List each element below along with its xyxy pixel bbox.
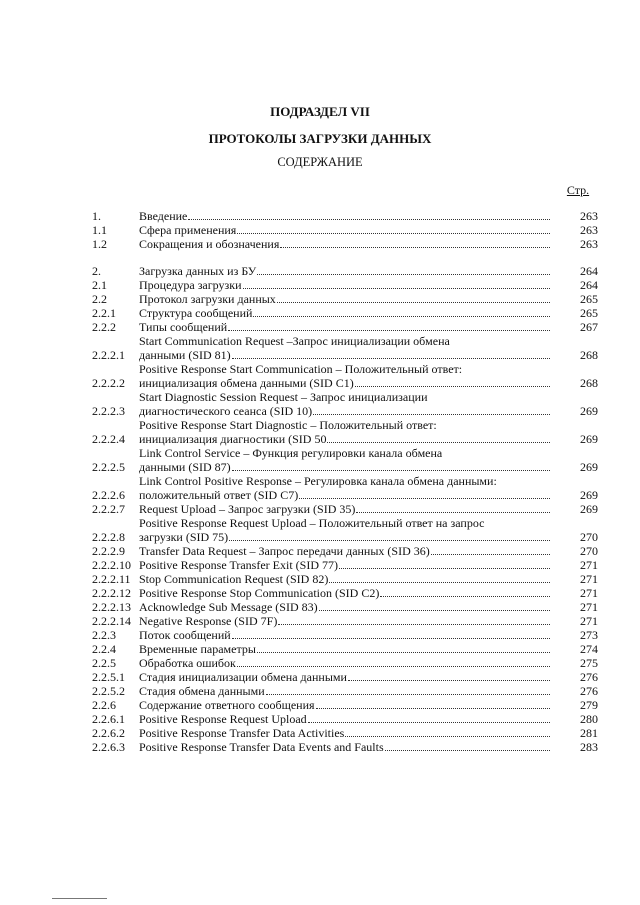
- toc-entry-page: 265: [580, 306, 598, 320]
- toc-entry-number: 2.2.2.14: [92, 614, 131, 628]
- toc-entry-title-line: [139, 390, 554, 404]
- toc-entry-title-line: [139, 628, 554, 642]
- dot-leader: [385, 750, 550, 751]
- toc-entry-title: [139, 292, 554, 306]
- toc-entry-title-line: [139, 712, 554, 726]
- toc-entry-title-text: Positive Response Transfer Data Activities: [139, 726, 345, 740]
- subsection-heading: ПОДРАЗДЕЛ VII: [270, 104, 370, 119]
- toc-entry-page: 271: [580, 614, 598, 628]
- toc-entry-title-line: [139, 278, 554, 292]
- toc-entry[interactable]: [92, 264, 598, 278]
- contents-heading: СОДЕРЖАНИЕ: [277, 155, 363, 169]
- toc-entry-page: 274: [580, 642, 598, 656]
- toc-entry-title-line: [139, 740, 554, 754]
- toc-entry-number: 2.2.2.10: [92, 558, 131, 572]
- toc-entry[interactable]: [92, 712, 598, 726]
- toc-entry-title-line: [139, 306, 554, 320]
- toc-entry[interactable]: [92, 614, 598, 628]
- toc-entry-page: 279: [580, 698, 598, 712]
- toc-entry-number: 2.2.5: [92, 656, 116, 670]
- toc-entry-title-line: [139, 223, 554, 237]
- toc-entry-number: 2.2.2.2: [92, 376, 125, 390]
- toc-entry[interactable]: [92, 642, 598, 656]
- toc-entry-title: [139, 306, 554, 320]
- toc-entry[interactable]: [92, 656, 598, 670]
- dot-leader: [229, 540, 550, 541]
- toc-entry-title: [139, 572, 554, 586]
- toc-entry-title-line: [139, 460, 554, 474]
- toc-entry-number: 2.1: [92, 278, 107, 292]
- toc-entry-title-line: [139, 334, 554, 348]
- toc-entry-title-text: Start Diagnostic Session Request – Запрос инициализации: [139, 390, 428, 404]
- toc-entry-title-text: Acknowledge Sub Message (SID 83): [139, 600, 318, 614]
- dot-leader: [243, 288, 550, 289]
- page-title: ПРОТОКОЛЫ ЗАГРУЗКИ ДАННЫХ: [208, 131, 432, 146]
- toc-entry[interactable]: [92, 446, 598, 474]
- toc-entry-page: 267: [580, 320, 598, 334]
- toc-entry-title-text: Протокол загрузки данных: [139, 292, 276, 306]
- toc-entry-title: [139, 223, 554, 237]
- toc-entry-page: 270: [580, 544, 598, 558]
- toc-entry[interactable]: [92, 502, 598, 516]
- toc-entry-title-text: Структура сообщений: [139, 306, 253, 320]
- toc-entry[interactable]: [92, 334, 598, 362]
- toc-entry-title-text: Start Communication Request –Запрос инициализации обмена: [139, 334, 450, 348]
- toc-entry[interactable]: [92, 586, 598, 600]
- toc-entry-title-text: Link Control Service – Функция регулировки канала обмена: [139, 446, 443, 460]
- toc-entry[interactable]: [92, 474, 598, 502]
- toc-entry-number: 2.: [92, 264, 101, 278]
- toc-entry-title-line: [139, 418, 554, 432]
- toc-entry-title-line: [139, 642, 554, 656]
- toc-entry-number: 2.2.2.13: [92, 600, 131, 614]
- toc-entry-title-text: Загрузка данных из БУ: [139, 264, 257, 278]
- toc-entry-title-line: [139, 586, 554, 600]
- toc-entry[interactable]: [92, 572, 598, 586]
- toc-entry[interactable]: [92, 726, 598, 740]
- toc-entry-page: 275: [580, 656, 598, 670]
- dot-leader: [237, 233, 550, 234]
- dot-leader: [188, 219, 550, 220]
- toc-entry-number: 1.2: [92, 237, 107, 251]
- dot-leader: [327, 442, 550, 443]
- toc-entry-number: 2.2.2.5: [92, 460, 125, 474]
- toc-entry-number: 2.2.6.3: [92, 740, 125, 754]
- toc-entry[interactable]: [92, 362, 598, 390]
- dot-leader: [232, 470, 550, 471]
- toc-entry-title: [139, 740, 554, 754]
- page-column-header: Стр.: [566, 183, 590, 197]
- toc-entry-page: 269: [580, 432, 598, 446]
- toc-entry[interactable]: [92, 684, 598, 698]
- toc-entry[interactable]: [92, 390, 598, 418]
- toc-entry[interactable]: [92, 544, 598, 558]
- toc-entry[interactable]: [92, 209, 598, 223]
- toc-entry-title-text: Request Upload – Запрос загрузки (SID 35): [139, 502, 356, 516]
- toc-entry-title-text: Временные параметры: [139, 642, 256, 656]
- toc-entry-title-text: инициализация обмена данными (SID C1): [139, 376, 354, 390]
- toc-entry-title: [139, 278, 554, 292]
- toc-entry-page: 270: [580, 530, 598, 544]
- toc-entry-title: [139, 586, 554, 600]
- toc-entry-title: [139, 614, 554, 628]
- toc-entry-page: 263: [580, 237, 598, 251]
- table-of-contents: [92, 209, 598, 754]
- toc-entry-title: [139, 656, 554, 670]
- dot-leader: [319, 610, 550, 611]
- toc-entry-title-line: [139, 670, 554, 684]
- dot-leader: [253, 316, 550, 317]
- toc-entry-title-text: Сокращения и обозначения: [139, 237, 280, 251]
- toc-entry-title-text: Positive Response Transfer Exit (SID 77): [139, 558, 338, 572]
- dot-leader: [355, 386, 550, 387]
- toc-entry-page: 269: [580, 488, 598, 502]
- toc-entry-page: 271: [580, 572, 598, 586]
- toc-entry-title-text: Positive Response Start Diagnostic – Положительный ответ:: [139, 418, 437, 432]
- toc-entry[interactable]: [92, 670, 598, 684]
- toc-entry-title: [139, 642, 554, 656]
- toc-entry-title-line: [139, 572, 554, 586]
- toc-entry[interactable]: [92, 558, 598, 572]
- toc-entry-title: [139, 502, 554, 516]
- toc-entry[interactable]: [92, 516, 598, 544]
- toc-entry[interactable]: [92, 628, 598, 642]
- toc-entry-page: 281: [580, 726, 598, 740]
- toc-entry[interactable]: [92, 278, 598, 292]
- toc-entry-title-text: Positive Response Request Upload – Положительный ответ на запрос: [139, 516, 485, 530]
- toc-entry-number: 1.: [92, 209, 101, 223]
- dot-leader: [431, 554, 550, 555]
- toc-entry-page: 264: [580, 264, 598, 278]
- dot-leader: [329, 582, 550, 583]
- toc-entry-title: [139, 558, 554, 572]
- toc-entry-title: [139, 362, 554, 390]
- toc-entry-page: 264: [580, 278, 598, 292]
- toc-entry-title-text: Link Control Positive Response – Регулировка канала обмена данными:: [139, 474, 497, 488]
- dot-leader: [313, 414, 550, 415]
- toc-entry-title-line: [139, 516, 554, 530]
- toc-entry-number: 2.2.2.4: [92, 432, 125, 446]
- toc-entry-title-line: [139, 600, 554, 614]
- toc-entry-title: [139, 544, 554, 558]
- toc-entry-title-text: Поток сообщений: [139, 628, 231, 642]
- toc-entry-title-text: Stop Communication Request (SID 82): [139, 572, 329, 586]
- toc-entry-number: 2.2.2.1: [92, 348, 125, 362]
- dot-leader: [232, 638, 550, 639]
- toc-entry-title: [139, 474, 554, 502]
- toc-entry-number: 2.2.2.7: [92, 502, 125, 516]
- toc-entry-title-line: [139, 320, 554, 334]
- toc-entry[interactable]: [92, 418, 598, 446]
- toc-entry-title-line: [139, 348, 554, 362]
- toc-entry-title-line: [139, 530, 554, 544]
- toc-entry-number: 2.2.2: [92, 320, 116, 334]
- toc-entry[interactable]: [92, 306, 598, 320]
- toc-entry[interactable]: [92, 320, 598, 334]
- toc-entry-title-line: [139, 558, 554, 572]
- toc-entry-page: 273: [580, 628, 598, 642]
- toc-entry-page: 269: [580, 502, 598, 516]
- toc-entry-page: 276: [580, 684, 598, 698]
- toc-entry[interactable]: [92, 223, 598, 237]
- dot-leader: [277, 302, 550, 303]
- toc-entry-title-line: [139, 502, 554, 516]
- toc-entry-title-line: [139, 237, 554, 251]
- toc-entry-title-text: положительный ответ (SID C7): [139, 488, 299, 502]
- toc-entry-title: [139, 726, 554, 740]
- toc-entry-title-line: [139, 264, 554, 278]
- toc-entry[interactable]: [92, 292, 598, 306]
- toc-entry-page: 271: [580, 600, 598, 614]
- toc-entry-number: 2.2.6.2: [92, 726, 125, 740]
- toc-entry-title: [139, 712, 554, 726]
- toc-entry-number: 2.2.2.3: [92, 404, 125, 418]
- toc-entry-title: [139, 600, 554, 614]
- toc-entry-title-line: [139, 446, 554, 460]
- toc-entry-title-line: [139, 614, 554, 628]
- toc-entry[interactable]: [92, 740, 598, 754]
- toc-entry-title-line: [139, 698, 554, 712]
- toc-entry-number: 2.2.3: [92, 628, 116, 642]
- toc-entry[interactable]: [92, 698, 598, 712]
- toc-entry-title-line: [139, 292, 554, 306]
- toc-entry[interactable]: [92, 237, 598, 251]
- toc-entry-title: [139, 237, 554, 251]
- toc-entry-title-line: [139, 209, 554, 223]
- dot-leader: [266, 694, 550, 695]
- toc-entry-title: [139, 628, 554, 642]
- toc-entry-title-line: [139, 376, 554, 390]
- toc-entry-title-text: Transfer Data Request – Запрос передачи данных (SID 36): [139, 544, 430, 558]
- toc-entry-page: 269: [580, 404, 598, 418]
- dot-leader: [280, 247, 550, 248]
- dot-leader: [299, 498, 550, 499]
- toc-entry-page: 263: [580, 209, 598, 223]
- toc-entry-title: [139, 684, 554, 698]
- toc-entry-title-line: [139, 404, 554, 418]
- toc-entry-title-text: Positive Response Transfer Data Events and Faults: [139, 740, 384, 754]
- toc-entry-title: [139, 264, 554, 278]
- toc-entry-title-line: [139, 488, 554, 502]
- toc-entry-number: 2.2.2.6: [92, 488, 125, 502]
- dot-leader: [339, 568, 550, 569]
- toc-entry-title-line: [139, 684, 554, 698]
- toc-entry-title-text: Positive Response Stop Communication (SID C2): [139, 586, 380, 600]
- toc-entry-title-text: Сфера применения: [139, 223, 237, 237]
- toc-entry-number: 2.2.2.9: [92, 544, 125, 558]
- toc-entry-number: 1.1: [92, 223, 107, 237]
- toc-entry-number: 2.2.5.2: [92, 684, 125, 698]
- dot-leader: [257, 274, 550, 275]
- toc-entry-title: [139, 516, 554, 544]
- toc-entry-title-line: [139, 656, 554, 670]
- toc-entry-number: 2.2.2.11: [92, 572, 131, 586]
- toc-entry-page: 268: [580, 376, 598, 390]
- dot-leader: [380, 596, 550, 597]
- dot-leader: [278, 624, 550, 625]
- toc-entry-title-text: данными (SID 81): [139, 348, 231, 362]
- dot-leader: [232, 358, 550, 359]
- dot-leader: [257, 652, 550, 653]
- toc-entry-title-text: Negative Response (SID 7F): [139, 614, 278, 628]
- toc-entry-title-text: Positive Response Start Communication – Положительный ответ:: [139, 362, 463, 376]
- toc-entry-title-text: Positive Response Request Upload: [139, 712, 307, 726]
- toc-entry-number: 2.2.6.1: [92, 712, 125, 726]
- toc-entry-number: 2.2.1: [92, 306, 116, 320]
- toc-entry-title-line: [139, 362, 554, 376]
- toc-entry-title-text: Процедура загрузки: [139, 278, 242, 292]
- toc-entry-page: 271: [580, 558, 598, 572]
- toc-entry-number: 2.2.5.1: [92, 670, 125, 684]
- toc-entry-title-line: [139, 432, 554, 446]
- toc-entry-page: 283: [580, 740, 598, 754]
- toc-entry-title: [139, 670, 554, 684]
- toc-entry-title: [139, 418, 554, 446]
- toc-entry-title: [139, 698, 554, 712]
- toc-entry-title-text: диагностического сеанса (SID 10): [139, 404, 313, 418]
- toc-entry-title-text: данными (SID 87): [139, 460, 231, 474]
- toc-entry-title-line: [139, 544, 554, 558]
- toc-entry-page: 276: [580, 670, 598, 684]
- toc-entry-page: 268: [580, 348, 598, 362]
- toc-entry-title: [139, 209, 554, 223]
- toc-entry-page: 265: [580, 292, 598, 306]
- toc-entry-number: 2.2.4: [92, 642, 116, 656]
- toc-entry[interactable]: [92, 600, 598, 614]
- toc-entry-title-line: [139, 474, 554, 488]
- toc-entry-number: 2.2.2.8: [92, 530, 125, 544]
- toc-entry-page: 280: [580, 712, 598, 726]
- toc-entry-title-text: Введение: [139, 209, 188, 223]
- toc-entry-title: [139, 320, 554, 334]
- toc-gap: [92, 251, 598, 264]
- dot-leader: [237, 666, 550, 667]
- toc-entry-number: 2.2.6: [92, 698, 116, 712]
- dot-leader: [356, 512, 550, 513]
- toc-entry-page: 271: [580, 586, 598, 600]
- toc-entry-title-line: [139, 726, 554, 740]
- toc-entry-title-text: Типы сообщений: [139, 320, 228, 334]
- toc-entry-title-text: загрузки (SID 75): [139, 530, 229, 544]
- dot-leader: [308, 722, 550, 723]
- dot-leader: [228, 330, 550, 331]
- dot-leader: [345, 736, 550, 737]
- footnote-divider: [52, 898, 107, 899]
- toc-entry-title: [139, 334, 554, 362]
- toc-entry-title: [139, 446, 554, 474]
- toc-entry-page: 269: [580, 460, 598, 474]
- toc-entry-title-text: Обработка ошибок: [139, 656, 236, 670]
- toc-entry-title-text: Содержание ответного сообщения: [139, 698, 315, 712]
- toc-entry-title: [139, 390, 554, 418]
- toc-entry-title-text: Стадия обмена данными: [139, 684, 265, 698]
- toc-entry-number: 2.2.2.12: [92, 586, 131, 600]
- toc-entry-number: 2.2: [92, 292, 107, 306]
- dot-leader: [316, 708, 550, 709]
- dot-leader: [348, 680, 550, 681]
- toc-entry-page: 263: [580, 223, 598, 237]
- toc-entry-title-text: инициализация диагностики (SID 50: [139, 432, 327, 446]
- toc-entry-title-text: Стадия инициализации обмена данными: [139, 670, 347, 684]
